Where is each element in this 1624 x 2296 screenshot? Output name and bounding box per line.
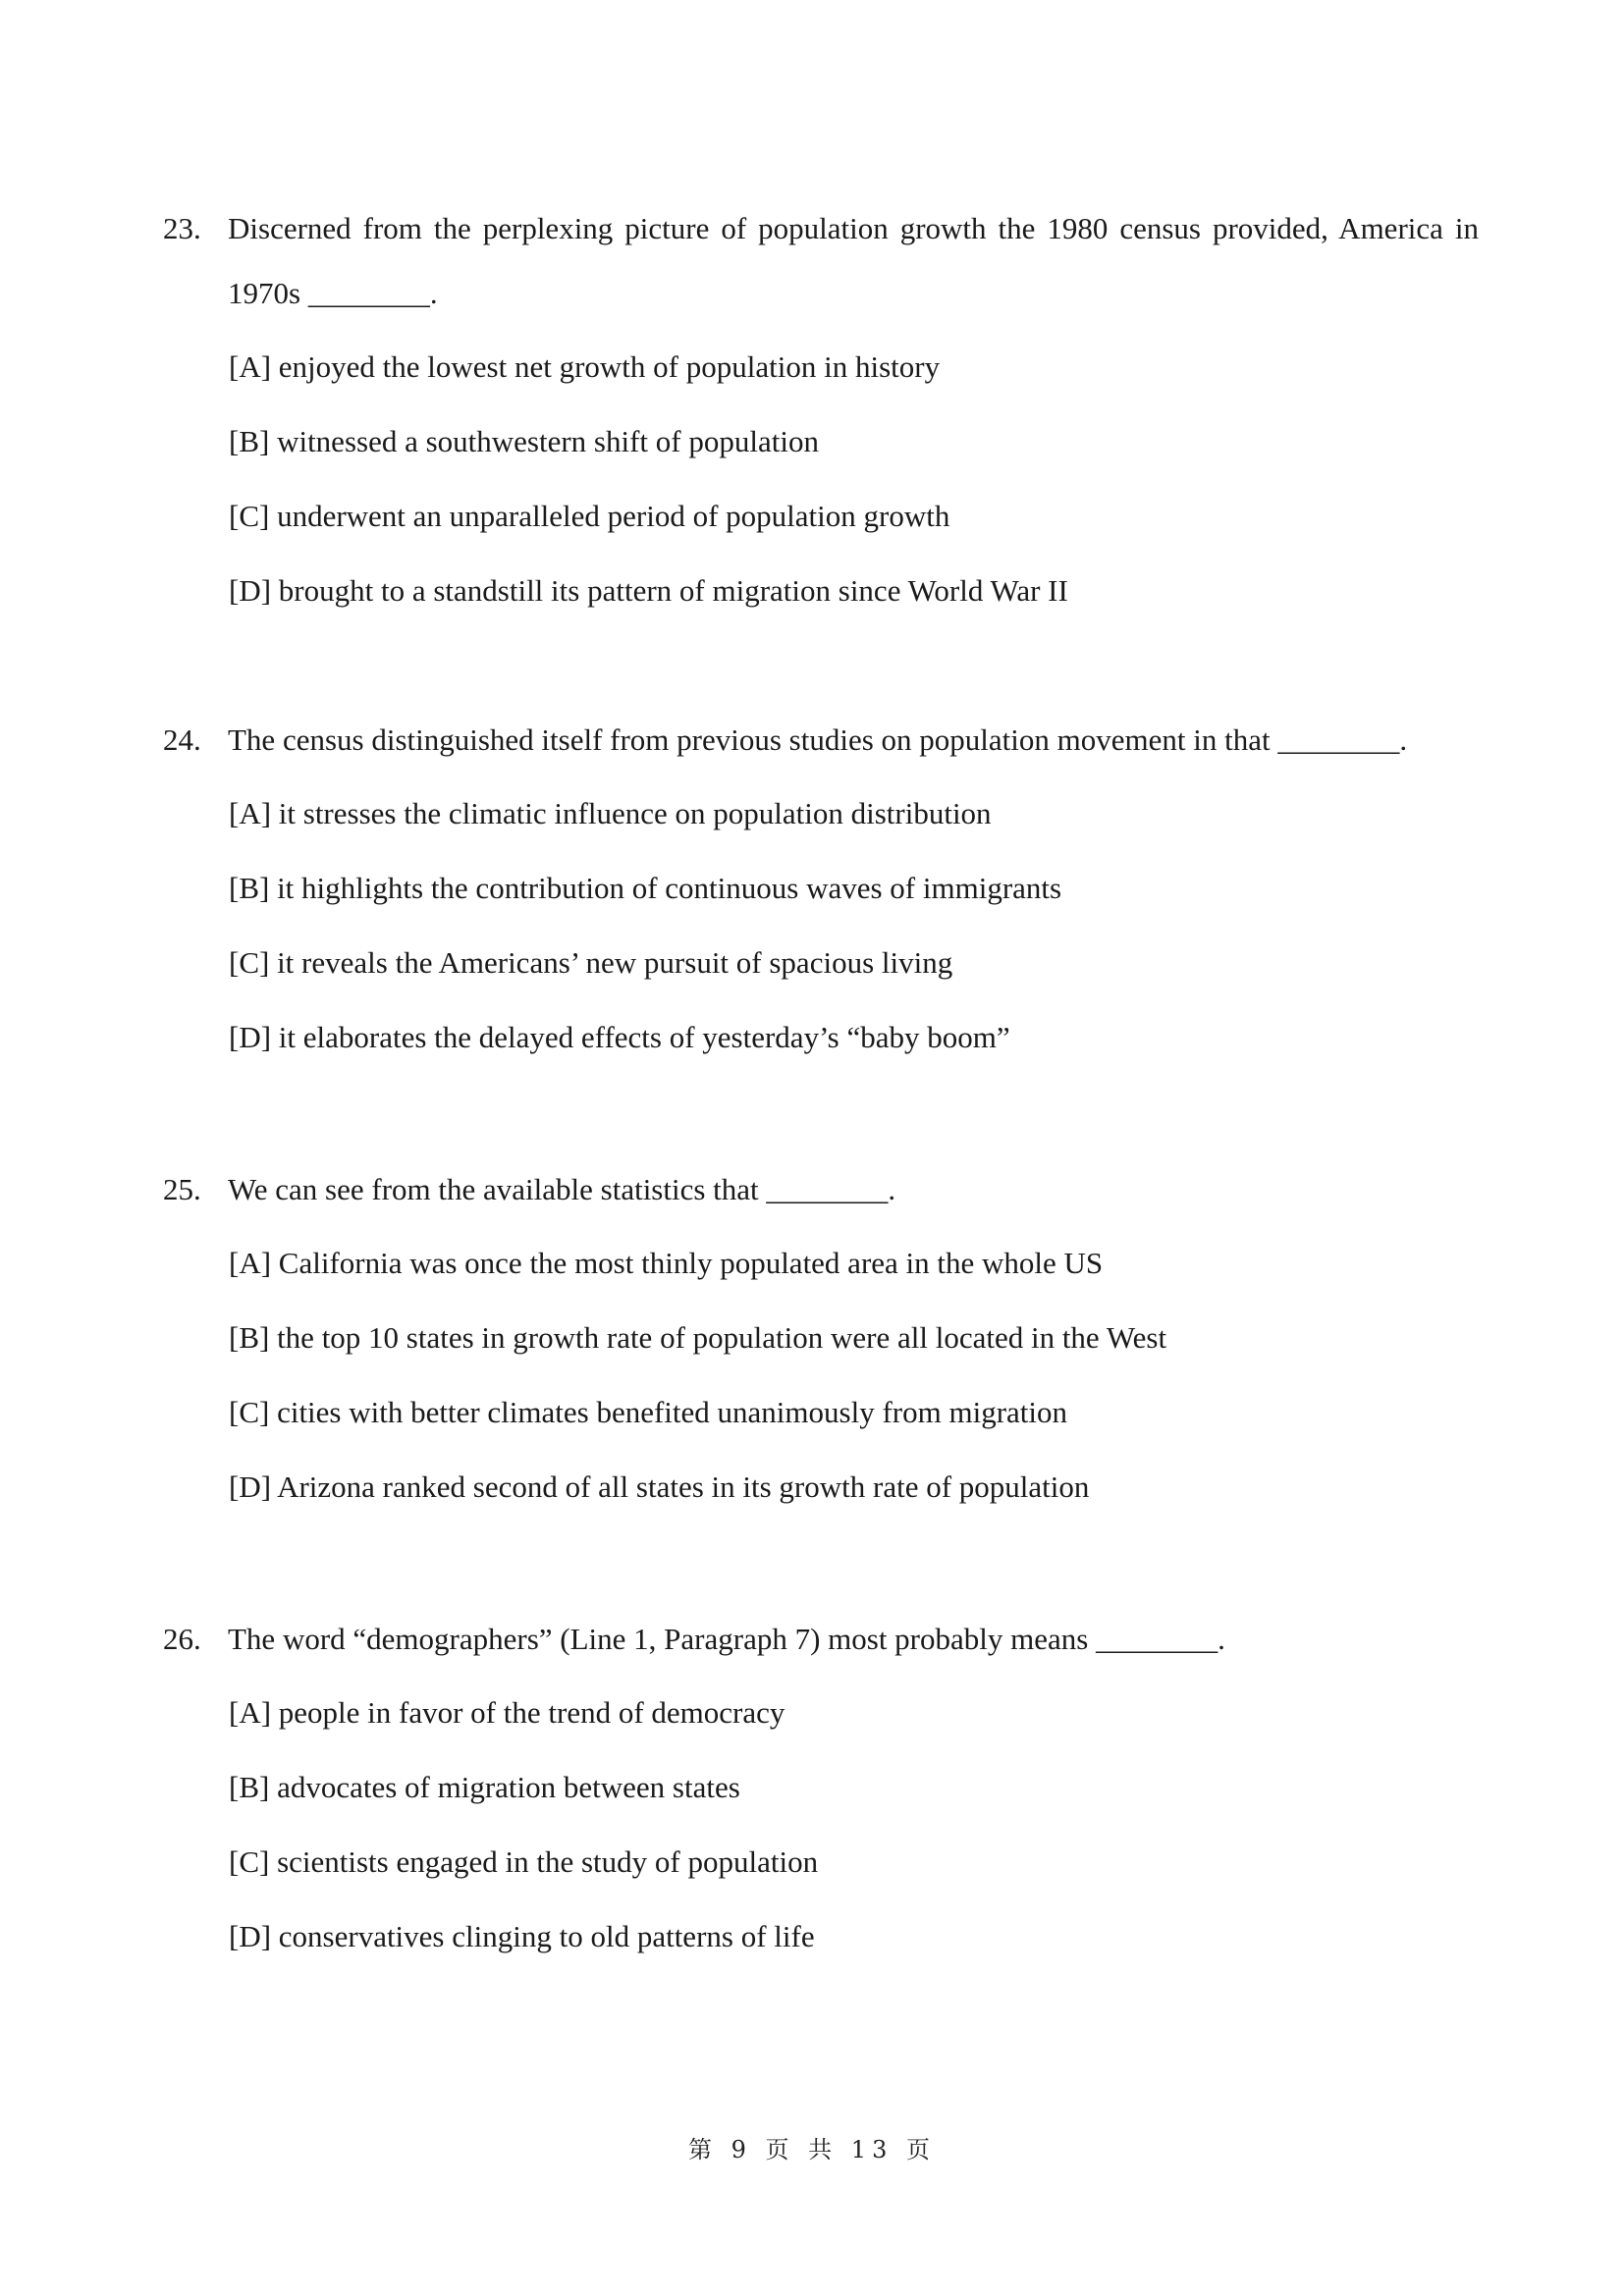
option-b: [B] the top 10 states in growth rate of population were all located in the West <box>229 1320 1167 1355</box>
option-list <box>229 330 1479 628</box>
option-b: [B] witnessed a southwestern shift of population <box>229 424 819 458</box>
question-24 <box>163 708 1479 1075</box>
question-stem <box>163 196 1479 326</box>
option-a: [A] enjoyed the lowest net growth of population in history <box>229 349 941 384</box>
option-a: [A] California was once the most thinly populated area in the whole US <box>229 1246 1104 1280</box>
option-a: [A] it stresses the climatic influence on population distribution <box>229 796 992 830</box>
option-list <box>229 776 1479 1075</box>
option-d: [D] brought to a standstill its pattern of migration since World War II <box>229 573 1068 608</box>
option-c: [C] it reveals the Americans’ new pursuit of spacious living <box>229 945 953 980</box>
question-text: The census distinguished itself from previous studies on population movement in that ________. <box>228 722 1408 757</box>
question-number: 23. <box>163 211 201 245</box>
question-stem <box>163 1607 1479 1672</box>
question-number: 24. <box>163 722 201 757</box>
question-23 <box>163 196 1479 628</box>
option-b: [B] advocates of migration between states <box>229 1770 740 1804</box>
question-text: Discerned from the perplexing picture of population growth the 1980 census provided, America in 1970s ________. <box>228 211 1479 310</box>
question-stem <box>163 1157 1479 1222</box>
option-c: [C] scientists engaged in the study of population <box>229 1844 819 1879</box>
question-text: We can see from the available statistics that ________. <box>228 1172 896 1206</box>
question-number: 25. <box>163 1172 201 1206</box>
option-d: [D] Arizona ranked second of all states in its growth rate of population <box>229 1469 1090 1504</box>
option-c: [C] underwent an unparalleled period of population growth <box>229 499 950 533</box>
option-list <box>229 1676 1479 1974</box>
question-number: 26. <box>163 1622 201 1656</box>
question-stem <box>163 708 1479 773</box>
option-a: [A] people in favor of the trend of democracy <box>229 1695 785 1730</box>
question-26 <box>163 1607 1479 1974</box>
option-d: [D] conservatives clinging to old patterns of life <box>229 1919 815 1953</box>
page-number-footer: 第 9 页 共 13 页 <box>688 2136 936 2163</box>
option-b: [B] it highlights the contribution of continuous waves of immigrants <box>229 871 1062 905</box>
question-text: The word “demographers” (Line 1, Paragraph 7) most probably means ________. <box>228 1622 1225 1656</box>
option-c: [C] cities with better climates benefited unanimously from migration <box>229 1395 1067 1429</box>
option-list <box>229 1226 1479 1524</box>
question-25 <box>163 1157 1479 1524</box>
option-d: [D] it elaborates the delayed effects of yesterday’s “baby boom” <box>229 1020 1010 1054</box>
